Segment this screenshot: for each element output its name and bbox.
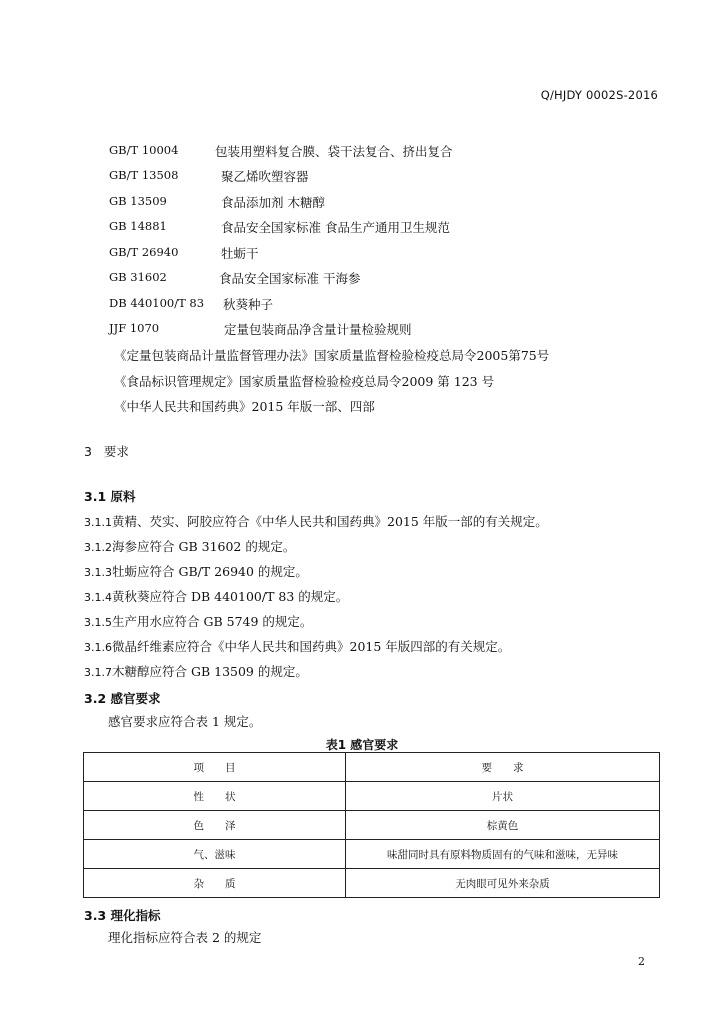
table-cell: 杂 质 bbox=[84, 869, 346, 898]
sensory-requirements-table bbox=[83, 752, 660, 898]
table-row bbox=[84, 840, 660, 869]
reference-title: 食品安全国家标准 食品生产通用卫生规范 bbox=[221, 220, 450, 235]
subsection-title: 原料 bbox=[110, 489, 136, 504]
reference-title: 秋葵种子 bbox=[223, 297, 274, 312]
reference-code: GB/T 10004 bbox=[109, 143, 179, 157]
regulation-item: 《中华人民共和国药典》2015 年版一部、四部 bbox=[114, 399, 375, 414]
regulation-item: 《定量包装商品计量监督管理办法》国家质量监督检验检疫总局令2005第75号 bbox=[114, 348, 550, 363]
table-cell: 色 泽 bbox=[84, 811, 346, 840]
table-caption: 表1 感官要求 bbox=[325, 738, 399, 752]
reference-title: 食品添加剂 木糖醇 bbox=[221, 195, 325, 210]
clause-text: 黄精、芡实、阿胶应符合《中华人民共和国药典》2015 年版一部的有关规定。 bbox=[112, 514, 548, 529]
table-cell: 棕黄色 bbox=[346, 811, 660, 840]
clause-number: 3.1.7 bbox=[84, 666, 112, 679]
clause-number: 3.1.5 bbox=[84, 616, 112, 629]
subsection-heading bbox=[84, 487, 136, 505]
document-code: Q/HJDY 0002S-2016 bbox=[540, 88, 658, 102]
clause-text: 黄秋葵应符合 DB 440100/T 83 的规定。 bbox=[112, 589, 349, 604]
table-row bbox=[84, 782, 660, 811]
reference-code: GB 13509 bbox=[109, 194, 167, 208]
subsection-heading bbox=[84, 906, 161, 924]
clause-item bbox=[84, 637, 510, 655]
reference-title: 食品安全国家标准 干海参 bbox=[219, 271, 361, 286]
reference-title: 包装用塑料复合膜、袋干法复合、挤出复合 bbox=[215, 144, 453, 159]
reference-code: GB/T 13508 bbox=[109, 168, 179, 182]
subsection-number: 3.2 bbox=[84, 691, 107, 706]
table-row bbox=[84, 811, 660, 840]
clause-number: 3.1.6 bbox=[84, 641, 112, 654]
reference-code: GB 31602 bbox=[109, 270, 167, 284]
clause-item bbox=[84, 612, 312, 630]
clause-text: 海参应符合 GB 31602 的规定。 bbox=[112, 539, 296, 554]
reference-code: JJF 1070 bbox=[109, 321, 160, 335]
subsection-number: 3.3 bbox=[84, 908, 107, 923]
reference-item bbox=[109, 269, 361, 286]
clause-text: 生产用水应符合 GB 5749 的规定。 bbox=[112, 614, 313, 629]
table-cell: 无肉眼可见外来杂质 bbox=[346, 869, 660, 898]
section-heading bbox=[84, 442, 129, 460]
subsection-title: 感官要求 bbox=[110, 691, 161, 706]
reference-title: 聚乙烯吹塑容器 bbox=[221, 169, 309, 184]
reference-item bbox=[109, 167, 309, 184]
clause-item bbox=[84, 512, 548, 530]
section-title: 要求 bbox=[103, 444, 129, 459]
clause-item bbox=[84, 587, 348, 605]
clause-item bbox=[84, 662, 308, 680]
reference-code: DB 440100/T 83 bbox=[109, 296, 205, 310]
reference-code: GB 14881 bbox=[109, 219, 167, 233]
clause-number: 3.1.2 bbox=[84, 541, 112, 554]
clause-text: 牡蛎应符合 GB/T 26940 的规定。 bbox=[112, 564, 308, 579]
table-header-cell: 项 目 bbox=[84, 753, 346, 782]
subsection-title: 理化指标 bbox=[110, 908, 161, 923]
clause-number: 3.1.4 bbox=[84, 591, 112, 604]
clause-item bbox=[84, 537, 295, 555]
clause-number: 3.1.1 bbox=[84, 516, 112, 529]
table-cell: 气、滋味 bbox=[84, 840, 346, 869]
paragraph: 理化指标应符合表 2 的规定 bbox=[108, 930, 262, 945]
reference-item bbox=[109, 320, 412, 337]
reference-item bbox=[109, 193, 325, 210]
reference-title: 牡蛎干 bbox=[221, 246, 259, 261]
clause-text: 微晶纤维素应符合《中华人民共和国药典》2015 年版四部的有关规定。 bbox=[112, 639, 511, 654]
subsection-heading bbox=[84, 689, 161, 707]
clause-item bbox=[84, 562, 308, 580]
paragraph: 感官要求应符合表 1 规定。 bbox=[108, 714, 262, 729]
clause-number: 3.1.3 bbox=[84, 566, 112, 579]
clause-text: 木糖醇应符合 GB 13509 的规定。 bbox=[112, 664, 308, 679]
reference-title: 定量包装商品净含量计量检验规则 bbox=[224, 322, 412, 337]
table-row bbox=[84, 869, 660, 898]
table-header-cell: 要 求 bbox=[346, 753, 660, 782]
reference-code: GB/T 26940 bbox=[109, 245, 179, 259]
subsection-number: 3.1 bbox=[84, 489, 107, 504]
table-header-row bbox=[84, 753, 660, 782]
table-cell: 性 状 bbox=[84, 782, 346, 811]
page-number: 2 bbox=[638, 955, 645, 968]
reference-item bbox=[109, 142, 453, 159]
section-number: 3 bbox=[84, 444, 92, 459]
table-cell: 味甜同时具有原料物质固有的气味和滋味，无异味 bbox=[346, 840, 660, 869]
table-cell: 片状 bbox=[346, 782, 660, 811]
reference-item bbox=[109, 244, 259, 261]
regulation-item: 《食品标识管理规定》国家质量监督检验检疫总局令2009 第 123 号 bbox=[114, 374, 495, 389]
reference-item bbox=[109, 218, 450, 235]
reference-item bbox=[109, 295, 274, 312]
